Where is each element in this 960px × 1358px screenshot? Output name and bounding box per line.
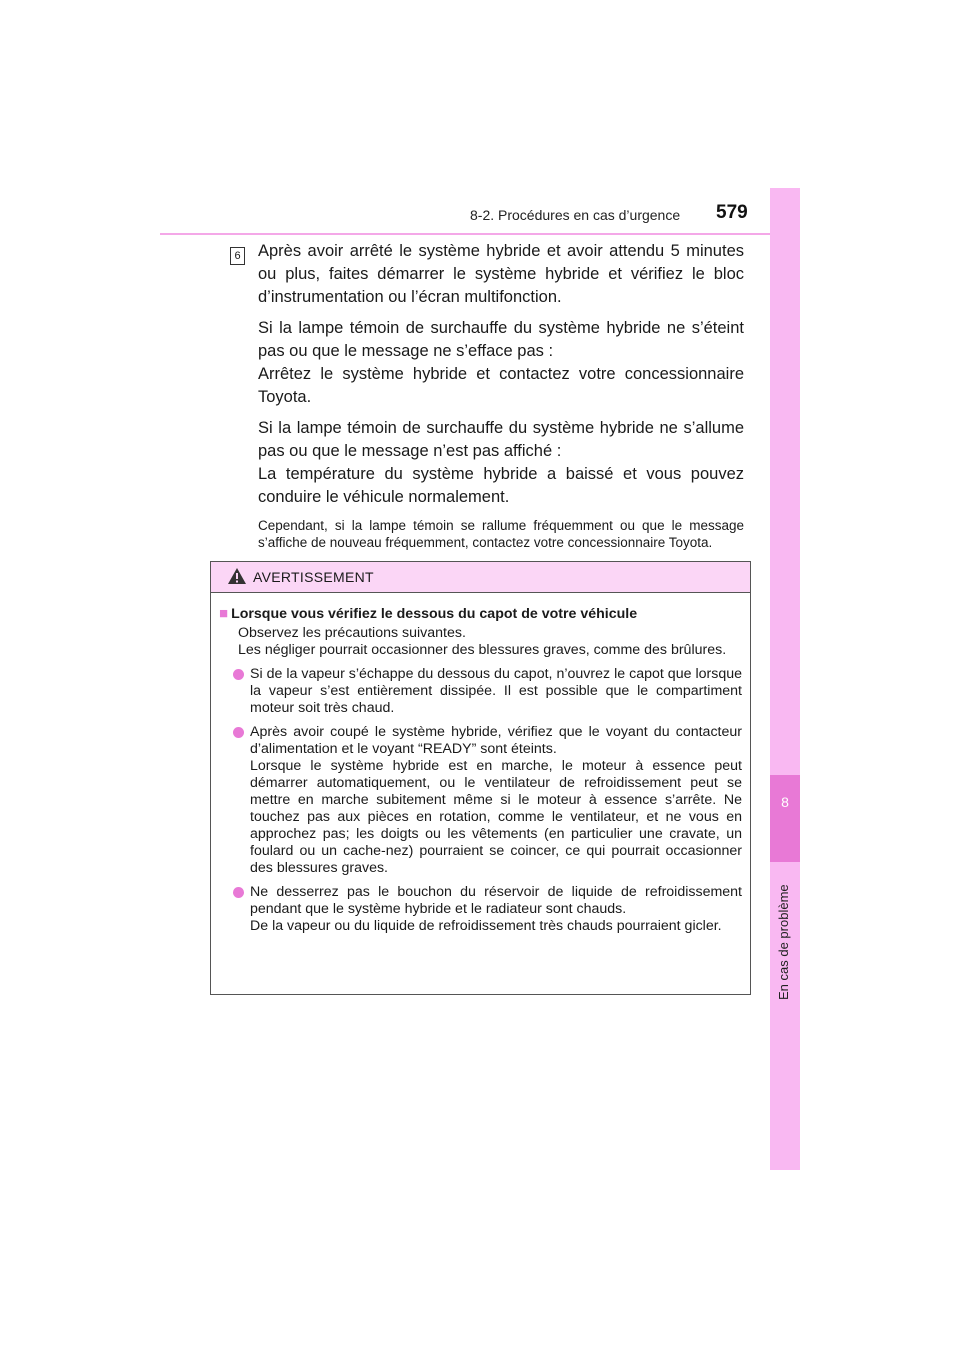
- warning-triangle-icon: [227, 567, 247, 585]
- section-title: 8-2. Procédures en cas d’urgence: [470, 207, 681, 223]
- warning-box: [210, 561, 751, 995]
- warning-intro: Les négliger pourrait occasionner des blessures graves, comme des brûlures.: [238, 642, 727, 658]
- warning-bullet-text: Si de la vapeur s’échappe du dessous du capot, n’ouvrez le capot que lorsque la vapeur s’est entièrement dissipée. Il est possible que le compartiment moteur soit très chaud.: [250, 666, 742, 716]
- step-content: [258, 240, 744, 559]
- warning-bullet: [219, 884, 742, 935]
- step-paragraph: La température du système hybride a baissé et vous pouvez conduire le véhicule normalement.: [258, 465, 744, 506]
- warning-bullet: [219, 724, 742, 877]
- step-note: Cependant, si la lampe témoin se rallume fréquemment ou que le message s’affiche de nouveau fréquemment, contactez votre concessionnaire Toyota.: [258, 518, 744, 550]
- warning-bullet: [219, 666, 742, 717]
- warning-intro: Observez les précautions suivantes.: [238, 625, 466, 641]
- bullet-dot-icon: [233, 669, 244, 680]
- bullet-dot-icon: [233, 727, 244, 738]
- header-divider: [160, 233, 800, 235]
- warning-title: AVERTISSEMENT: [253, 569, 374, 585]
- warning-bullet-text: De la vapeur ou du liquide de refroidissement très chauds pourraient gicler.: [250, 918, 722, 934]
- page-number: 579: [716, 202, 748, 223]
- warning-subheading-text: Lorsque vous vérifiez le dessous du capot de votre véhicule: [231, 606, 638, 622]
- warning-body: [211, 593, 750, 935]
- warning-bullet-text: Après avoir coupé le système hybride, vérifiez que le voyant du contacteur d’alimentation et le voyant “READY” sont éteints.: [250, 724, 742, 757]
- step-paragraph: Après avoir arrêté le système hybride et avoir attendu 5 minutes ou plus, faites démarrer le système hybride et vérifiez le bloc d’instrumentation ou l’écran multifonction.: [258, 242, 744, 306]
- bullet-dot-icon: [233, 887, 244, 898]
- step-number-box: 6: [230, 247, 245, 265]
- warning-header: [211, 562, 750, 593]
- chapter-number: 8: [781, 794, 789, 810]
- warning-subheading: [219, 605, 742, 623]
- step-paragraph: Si la lampe témoin de surchauffe du système hybride ne s’éteint pas ou que le message ne s’efface pas :: [258, 319, 744, 360]
- step-paragraph: Arrêtez le système hybride et contactez votre concessionnaire Toyota.: [258, 365, 744, 406]
- step-paragraph: Si la lampe témoin de surchauffe du système hybride ne s’allume pas ou que le message n’est pas affiché :: [258, 419, 744, 460]
- warning-bullet-text: Ne desserrez pas le bouchon du réservoir de liquide de refroidissement pendant que le système hybride et le radiateur sont chauds.: [250, 884, 742, 917]
- chapter-label: En cas de problème: [776, 884, 791, 1000]
- square-bullet-icon: ■: [219, 605, 229, 622]
- chapter-side-tab[interactable]: [770, 188, 800, 1170]
- warning-bullet-text: Lorsque le système hybride est en marche, le moteur à essence peut démarrer automatiquement, ou le ventilateur de refroidissement peut se mettre en marche subitement même si le moteur à essence s’arrête. Ne touchez pas aux pièces en rotation, comme le ventilateur, et ne vous en approchez pas; les doigts ou les vêtements (en particulier une cravate, un foulard ou un cache-nez) pourraient se coincer, ce qui pourrait occasionner des blessures graves.: [250, 758, 742, 876]
- chapter-tab-marker: [770, 775, 800, 862]
